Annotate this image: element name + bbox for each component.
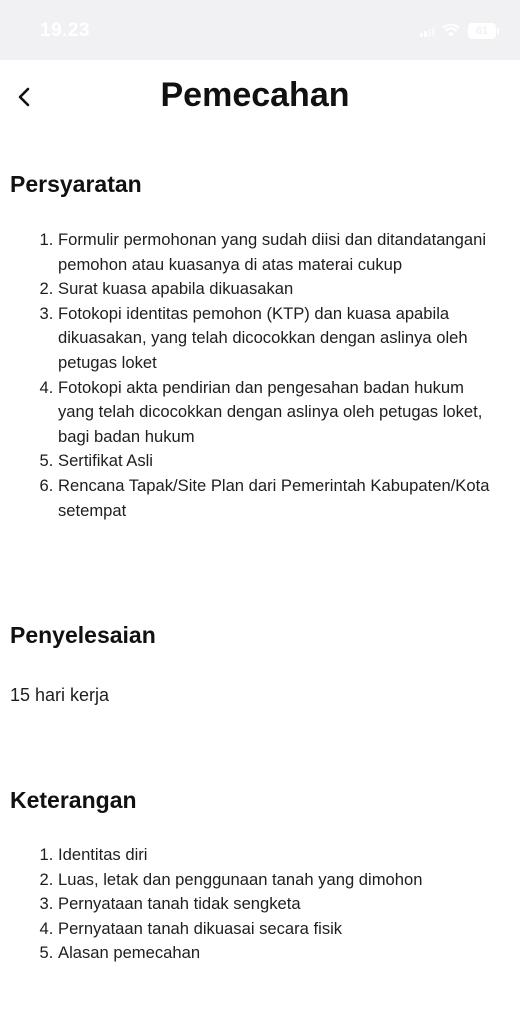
list-item: 5. Alasan pemecahan xyxy=(58,941,498,966)
list-item: 5. Sertifikat Asli xyxy=(58,449,498,474)
signal-icon xyxy=(420,25,434,37)
persyaratan-list xyxy=(24,228,498,523)
wifi-icon xyxy=(442,24,460,38)
list-item: 3. Pernyataan tanah tidak sengketa xyxy=(58,892,498,917)
section-title-keterangan: Keterangan xyxy=(10,787,137,813)
list-item: 6. Rencana Tapak/Site Plan dari Pemerintah Kabupaten/Kota setempat xyxy=(58,474,498,523)
list-item: 1. Formulir permohonan yang sudah diisi dan ditandatangani pemohon atau kuasanya di atas materai cukup xyxy=(58,228,498,277)
header xyxy=(0,60,520,135)
section-title-persyaratan: Persyaratan xyxy=(10,171,142,197)
list-item: 2. Luas, letak dan penggunaan tanah yang dimohon xyxy=(58,868,498,893)
section-title-penyelesaian: Penyelesaian xyxy=(10,622,156,648)
page-title: Pemecahan xyxy=(160,76,350,114)
penyelesaian-value: 15 hari kerja xyxy=(10,685,110,705)
list-item: 4. Pernyataan tanah dikuasai secara fisik xyxy=(58,917,498,942)
list-item: 1. Identitas diri xyxy=(58,843,498,868)
list-item: 3. Fotokopi identitas pemohon (KTP) dan kuasa apabila dikuasakan, yang telah dicocokkan dengan aslinya oleh petugas loket xyxy=(58,302,498,376)
keterangan-list xyxy=(24,843,498,966)
list-item: 2. Surat kuasa apabila dikuasakan xyxy=(58,277,498,302)
status-icons xyxy=(420,21,496,41)
status-time: 19.23 xyxy=(40,20,91,41)
status-bar xyxy=(0,0,520,60)
battery-icon: 61 xyxy=(468,23,496,39)
list-item: 4. Fotokopi akta pendirian dan pengesahan badan hukum yang telah dicocokkan dengan aslinya oleh petugas loket, bagi badan hukum xyxy=(58,376,498,450)
